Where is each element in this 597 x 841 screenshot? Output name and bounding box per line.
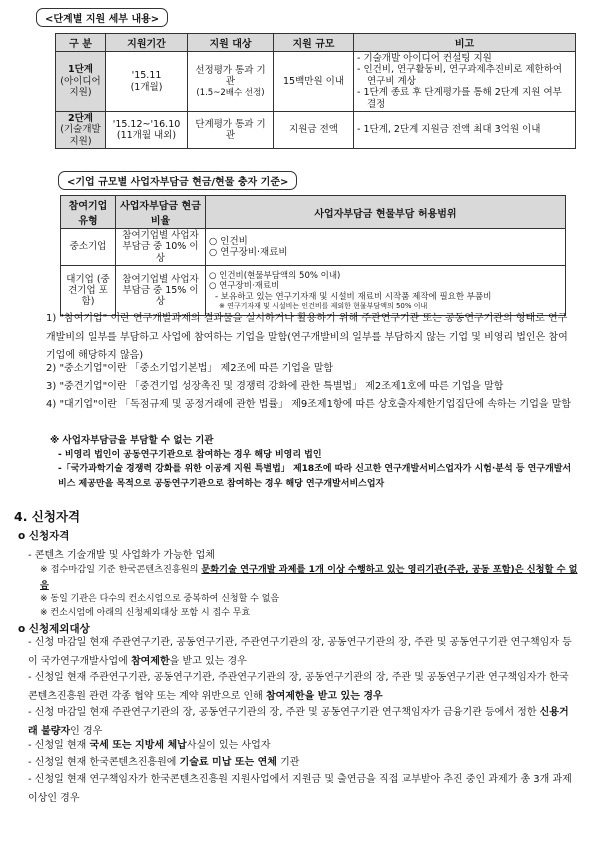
table-row (61, 266, 566, 316)
exclusion-item-tail: 인 경우 (70, 725, 103, 737)
exclusion-item-text: - 신청일 현재 주관연구기관, 공동연구기관, 주관연구기관의 장, 공동연구기관의 장, 주관 및 공동연구기관 연구책임자가 한국콘텐츠진흥원 관련 각종 협약 또는 계약 위반으로 인해 (28, 672, 569, 702)
target-cell: 단계평가 통과 기관 (188, 112, 274, 149)
header-category: 구 분 (56, 34, 106, 52)
stage-support-table (55, 33, 576, 149)
qualification-line (28, 546, 215, 561)
footnote-3 (46, 378, 576, 397)
scale-cell: 지원금 전액 (274, 112, 354, 149)
notes-cell (354, 112, 576, 149)
cost-share-title (58, 171, 297, 190)
cost-share-table (60, 195, 566, 316)
qualification-line-text: - 콘텐츠 기술개발 및 사업화가 가능한 업체 (28, 550, 215, 561)
exclusion-item-bold: 신용거래 불량자 (28, 707, 569, 737)
stage-support-title (36, 8, 168, 27)
header-period: 지원기간 (106, 34, 188, 52)
header-target: 지원 대상 (188, 34, 274, 52)
footnote-4-text: 4) "대기업"이란 「독점규제 및 공정거래에 관한 법률」 제9조제1항에 따른 상호출자제한기업집단에 속하는 기업을 말함 (46, 399, 572, 410)
period-sub: (1개월) (130, 81, 163, 93)
exempt-title-text: ※ 사업자부담금을 부담할 수 없는 기관 (50, 435, 214, 446)
qualification-title-text: o 신청자격 (18, 530, 70, 542)
inkind-item: ○ 인건비 (209, 235, 248, 247)
exclusion-item-bold: 참여제한을 받고 있는 경우 (265, 690, 383, 702)
exclusion-item-text: - 신청 마감일 현재 주관연구기관의 장, 공동연구기관의 장, 주관 및 공동연구기관 연구책임자가 금융기관 등에서 정한 (28, 707, 540, 718)
note-item: - 1단계, 2단계 지원금 전액 최대 3억원 이내 (357, 124, 541, 136)
exclusion-item-tail: 사실이 있는 사업자 (186, 740, 271, 751)
inkind-range-cell (206, 229, 566, 266)
exempt-title (50, 432, 213, 446)
footnote-1 (46, 310, 576, 366)
exempt-item-2 (58, 462, 578, 493)
section4-title (14, 507, 80, 525)
cash-ratio-cell: 참여기업별 사업자부담금 중 15% 이상 (116, 266, 206, 316)
inkind-item: ○ 연구장비·재료비 (209, 247, 288, 259)
stage-sublabel: (아이디어 지원) (60, 75, 101, 99)
cost-share-title-text: <기업 규모별 사업자부담금 현금/현물 충자 기준> (67, 177, 289, 188)
exempt-item-text: - 비영리 법인이 공동연구기관으로 참여하는 경우 해당 비영리 법인 (58, 450, 322, 460)
exclusion-item-1 (28, 634, 578, 671)
table-row (56, 112, 576, 149)
target-sub: (1.5~2배수 선정) (196, 87, 265, 98)
exclusion-title-text: o 신청제외대상 (18, 623, 90, 635)
stage-sublabel: (기술개발 지원) (60, 124, 101, 147)
note-item: - 기술개발 아이디어 컨설팅 지원 (357, 53, 492, 65)
qualification-note-3 (40, 605, 250, 618)
target-cell (188, 52, 274, 112)
qualification-title (18, 528, 69, 543)
stage-label: 2단계 (68, 113, 93, 124)
period-value: '15.12~'16.10 (112, 118, 181, 130)
target-value: 선정평가 통과 기관 (195, 65, 266, 88)
header-notes: 비고 (354, 34, 576, 52)
qualification-note-1 (40, 562, 580, 594)
exempt-item-1 (58, 447, 578, 460)
footnote-1-text: 1) "참여기업" 이란 연구개발과제의 결과물을 실시하거나 활용하기 위해 주관연구기관 또는 공동연구기관의 형태로 연구개발비의 일부를 부담하고 사업에 참여하는 기업을 말함(연구개발비의 일부를 부담하지 않는 기업 및 비영리 법인은 참여기업에 해당하지 않음) (46, 313, 568, 361)
stage-cell (56, 112, 106, 149)
scale-cell: 15백만원 이내 (274, 52, 354, 112)
exclusion-item-tail: 을 받고 있는 경우 (169, 655, 247, 667)
footnote-3-text: 3) "중견기업"이란 「중견기업 성장촉진 및 경쟁력 강화에 관한 특별법」 제2조제1호에 따른 기업을 말함 (46, 381, 504, 392)
exclusion-item-6 (28, 771, 578, 808)
stage-cell (56, 52, 106, 112)
table-row (56, 52, 576, 112)
inkind-item: ○ 연구장비·재료비 (209, 281, 280, 292)
qualification-note-2-text: ※ 동일 기관은 다수의 컨소시엄으로 중복하여 신청할 수 없음 (40, 594, 280, 604)
note-item: - 인건비, 연구활동비, 연구과제추진비로 제한하여 연구비 계상 (357, 64, 563, 87)
inkind-item: - 보유하고 있는 연구기자재 및 시설비 재료비 시작품 제작에 필요한 부품비 (215, 291, 492, 302)
company-type-cell: 중소기업 (61, 229, 116, 266)
header-cash-ratio: 사업자부담금 현금비율 (116, 196, 206, 229)
header-inkind-range: 사업자부담금 현물부담 허용범위 (206, 196, 566, 229)
notes-cell (354, 52, 576, 112)
company-type-cell: 대기업 (중견기업 포함) (61, 266, 116, 316)
stage-support-title-text: <단계별 지원 세부 내용> (45, 14, 160, 25)
qualification-note-2 (40, 591, 279, 604)
period-sub: (11개월 내외) (116, 130, 177, 142)
exclusion-item-4 (28, 737, 578, 756)
qualification-note-1b: 문화기술 연구개발 과제를 1개 이상 수행하고 있는 영리기관(주관, 공동 포함)은 신청할 수 없음 (40, 564, 578, 592)
section4-title-text: 4. 신청자격 (14, 509, 81, 524)
inkind-footnote: ※ 연구기자재 및 시설비는 인건비를 제외한 현물부담액의 50% 이내 (219, 301, 428, 310)
footnote-2 (46, 360, 576, 379)
period-cell (106, 52, 188, 112)
exempt-item-text: -「국가과학기술 경쟁력 강화를 위한 이공계 지원 특별법」 제18조에 따라 신고한 연구개발서비스업자가 시험·분석 등 연구개발서비스 제공만을 목적으로 공동연구기관으로 참여하는 경우 해당 연구개발서비스업자 (58, 464, 572, 490)
exclusion-item-text: - 신청일 현재 한국콘텐츠진흥원에 (28, 757, 180, 768)
footnote-4 (46, 396, 576, 415)
period-cell (106, 112, 188, 149)
exclusion-item-bold: 국세 또는 지방세 체납 (89, 740, 187, 751)
stage-label: 1단계 (68, 64, 93, 76)
exclusion-item-tail: 기관 (276, 757, 300, 768)
inkind-item: ○ 인건비(현물부담액의 50% 이내) (209, 271, 341, 282)
exclusion-item-text: - 신청일 현재 (28, 740, 90, 751)
table-row (61, 229, 566, 266)
exclusion-item-2 (28, 669, 578, 706)
note-item: - 1단계 종료 후 단계평가를 통해 2단계 지원 여부 결정 (357, 87, 562, 110)
cash-ratio-cell: 참여기업별 사업자부담금 중 10% 이상 (116, 229, 206, 266)
footnote-2-text: 2) "중소기업"이란 「중소기업기본법」 제2조에 따른 기업을 말함 (46, 363, 334, 374)
exclusion-item-text: - 신청 마감일 현재 주관연구기관, 공동연구기관, 주관연구기관의 장, 공동연구기관의 장, 주관 및 공동연구기관 연구책임자 등이 국가연구개발사업에 (28, 637, 572, 667)
header-scale: 지원 규모 (274, 34, 354, 52)
exclusion-item-bold: 기술료 미납 또는 연체 (179, 757, 277, 768)
qualification-note-1a: ※ 접수마감일 기준 한국콘텐츠진흥원의 (40, 564, 202, 575)
qualification-note-3-text: ※ 컨소시엄에 아래의 신청제외대상 포함 시 접수 무효 (40, 608, 251, 618)
inkind-range-cell (206, 266, 566, 316)
exclusion-item-3 (28, 704, 578, 741)
period-value: '15.11 (131, 70, 162, 82)
exclusion-item-bold: 참여제한 (130, 655, 170, 667)
exclusion-item-text: - 신청일 현재 연구책임자가 한국콘텐츠진흥원 지원사업에서 지원금 및 출연금을 직접 교부받아 추진 중인 과제가 총 3개 과제 이상인 경우 (28, 774, 572, 804)
header-company-type: 참여기업 유형 (61, 196, 116, 229)
exclusion-item-5 (28, 754, 578, 773)
